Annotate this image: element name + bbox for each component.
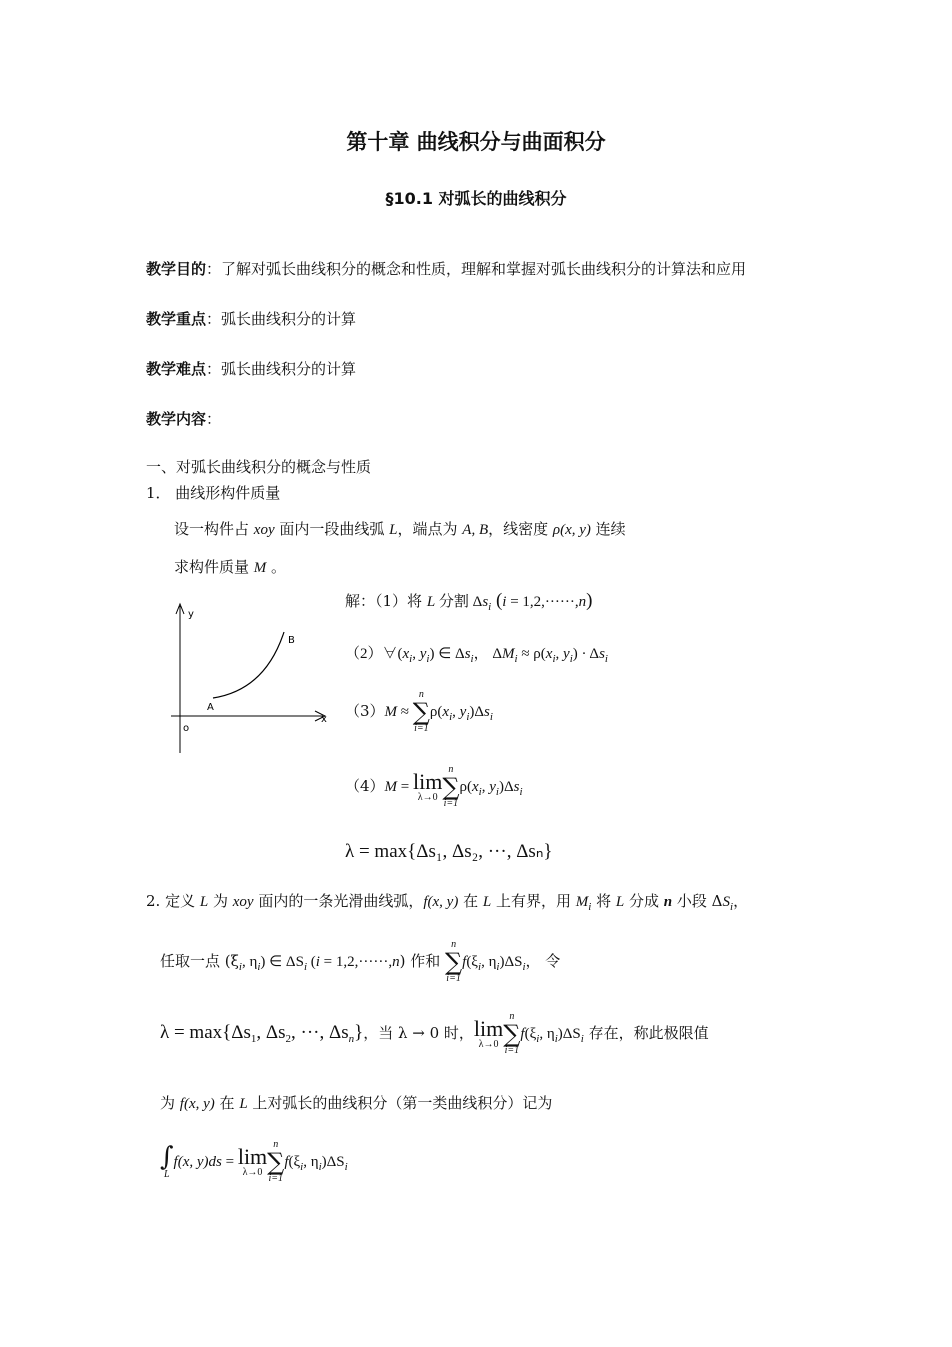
origin-label: o — [183, 723, 190, 734]
sum-sign: n ∑ i=1 — [503, 1011, 521, 1056]
difficulties-label: 教学难点 — [146, 360, 207, 378]
integral-sign: ∫ L — [160, 1142, 174, 1180]
definition-line-4: 为 f(x, y) 在 L 上对弧长的曲线积分（第一类曲线积分）记为 — [160, 1094, 553, 1112]
sum-sign: n ∑ i=1 — [445, 939, 463, 984]
definition-line-1: 2. 定义 L 为 xoy 面内的一条光滑曲线弧，f(x, y) 在 L 上有界，用 $M_i$ 将 L 分成 n 小段 $\Delta S_i$， — [146, 892, 749, 913]
integral-formula: ∫ L f(x, y)ds = lim λ→0 n ∑ i=1 $f(\xi_i$, $\eta_i)\Delta S_i$ — [160, 1139, 348, 1184]
content-text: ： — [206, 410, 222, 428]
step-1: 解：（1）将 L 分割 $\Delta s_i$ (i = 1,2,······,n) — [345, 590, 593, 613]
objectives-text: ：了解对弧长曲线积分的概念和性质，理解和掌握对弧长曲线积分的计算法和应用 — [206, 260, 747, 278]
difficulties-text: ：弧长曲线积分的计算 — [206, 360, 357, 378]
section-title: §10.1 对弧长的曲线积分 — [385, 189, 567, 208]
objectives — [146, 258, 746, 279]
key-points-label: 教学重点 — [146, 310, 207, 328]
definition-line-2: 任取一点 ($\xi_i$, $\eta_i$) ∈ $\Delta S_i$ (i = 1,2,······,n) 作和 n ∑ i=1 $f(\xi_i$, $\eta_i)\Delta S_i$， 令 — [160, 939, 561, 984]
key-points — [146, 308, 356, 329]
y-axis-label: y — [188, 609, 194, 620]
problem-line-2: 求构件质量 M 。 — [174, 558, 287, 576]
point-b-label: B — [288, 635, 295, 646]
content-label: 教学内容 — [146, 410, 207, 428]
limit-sign: lim λ→0 — [413, 769, 443, 803]
difficulties — [146, 358, 356, 379]
sum-sign: n ∑ i=1 — [267, 1139, 285, 1184]
definition-line-3: $\lambda = \max\{\Delta s_1$, $\Delta s_2$, ···, $\Delta s_n$}，当 λ → 0 时， lim λ→0 n ∑ i=1 $f(\xi_i$, $\eta_i)\Delta S_i$ 存在，称此极限值 — [160, 1011, 709, 1056]
item-1: 1． 曲线形构件质量 — [146, 484, 281, 502]
key-points-text: ：弧长曲线积分的计算 — [206, 310, 357, 328]
limit-sign: lim λ→0 — [473, 1016, 504, 1050]
curve-figure — [165, 598, 335, 758]
chapter-title: 第十章 曲线积分与曲面积分 — [346, 130, 606, 154]
objectives-label: 教学目的 — [146, 260, 207, 278]
step-3: （3）M ≈ n ∑ i=1 $\rho(x_i$, $y_i)\Delta s_i$ — [345, 689, 493, 734]
curve-arc — [213, 632, 284, 698]
problem-line-1: 设一构件占 xoy 面内一段曲线弧 L，端点为 A, B，线密度 ρ(x, y) 连续 — [174, 520, 626, 538]
content — [146, 408, 221, 429]
heading-1: 一、对弧长曲线积分的概念与性质 — [146, 458, 372, 476]
point-a-label: A — [207, 702, 214, 713]
step-4: （4）M = lim λ→0 n ∑ i=1 $\rho(x_i$, $y_i)\Delta s_i$ — [345, 764, 523, 809]
step-2: $(2)\forall(x_i$, $y_i$) ∈ $\Delta s_i$， $\Delta M_i \approx \rho(x_i$, $y_i) \cdot \Delta s_i$ — [345, 646, 608, 665]
limit-sign: lim λ→0 — [237, 1144, 268, 1178]
x-axis-label: x — [321, 714, 327, 725]
lambda-line: λ = max{Δs₁, Δs₂, ···, Δsₙ} — [345, 841, 553, 862]
sum-sign: n ∑ i=1 — [412, 689, 430, 734]
sum-sign: n ∑ i=1 — [442, 764, 460, 809]
